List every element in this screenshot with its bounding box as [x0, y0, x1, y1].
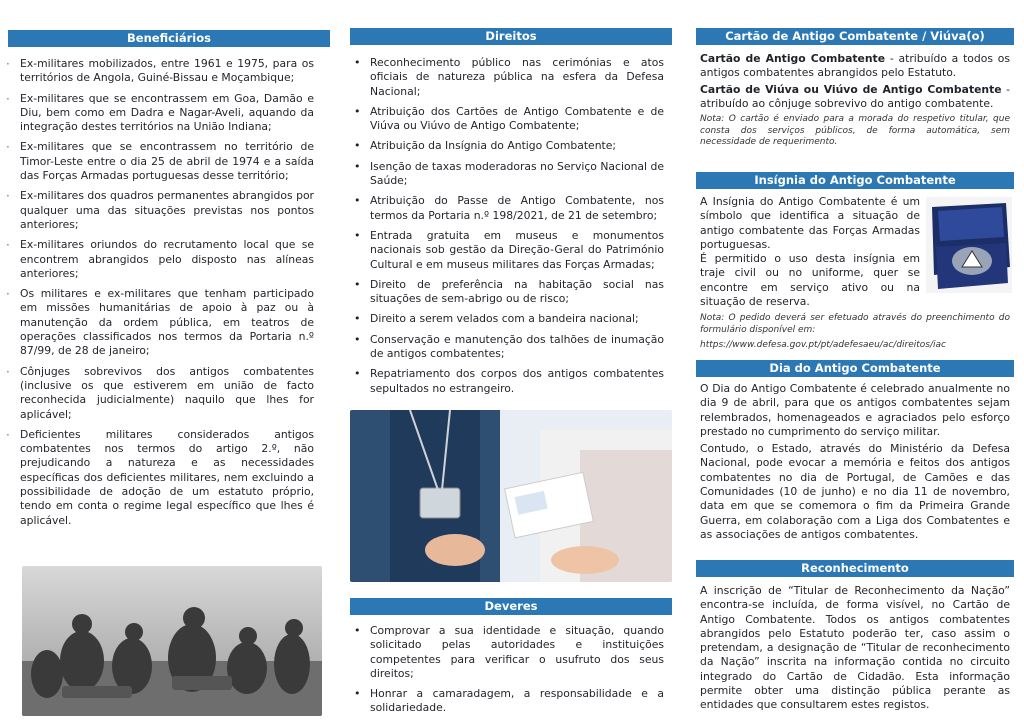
direito-item: • Atribuição da Insígnia do Antigo Combatente; [342, 139, 668, 153]
direito-item: • Direito de preferência na habitação social nas situações de sem-abrigo ou de risco; [342, 278, 668, 307]
beneficiario-item: · Ex-militares oriundos do recrutamento local que se encontrem abrangidos pelo disposto nas alíneas anteriores; [0, 238, 322, 281]
beneficiario-item: · Ex-militares que se encontrassem no território de Timor-Leste entre o dia 25 de abril de 1974 e a saída das Forças Armadas portuguesas desse território; [0, 140, 322, 183]
handshake-card-photo-image [350, 410, 672, 582]
handshake-card-photo [350, 410, 672, 582]
direito-item: • Direito a serem velados com a bandeira nacional; [342, 312, 668, 326]
reconhecimento-paragraph: A inscrição de “Titular de Reconhecimento da Nação” encontra-se incluída, de forma visível, no Cartão de Antigo Combatente. Todos os antigos combatentes abrangidos pelo Estatuto poderão ter, caso assim o pretendam, a designação de “Titular de reconhecimento da Nação” inscrita na informação contida no circuito integrado do Cartão de Cidadão. Esta informação permite obter uma distinção pública perante as entidades que consultarem estes registos. [700, 584, 1010, 712]
cartao-p1-rest: - atribuído a todos os antigos combatentes abrangidos pelo Estatuto. [700, 52, 1010, 80]
beneficiario-item: · Os militares e ex-militares que tenham participado em missões humanitárias de apoio à paz ou à manutenção da ordem pública, em teatros de operações classificados nos termos da Portaria n.º 87/99, de 28 de janeiro; [0, 287, 322, 358]
beneficiarios-header: Beneficiários [8, 30, 330, 47]
cartao-paragraph-2 [690, 83, 1016, 112]
cartao-p2-rest: - atribuído ao cônjuge sobrevivo do antigo combatente. [700, 82, 1010, 110]
beneficiarios-list [0, 57, 322, 534]
insignia-badge-image [926, 197, 1012, 293]
direito-item: • Repatriamento dos corpos dos antigos combatentes sepultados no estrangeiro. [342, 367, 668, 396]
cartao-note: Nota: O cartão é enviado para a morada do respetivo titular, que consta dos serviços públicos, de forma automática, sem necessidade de requerimento. [700, 114, 1010, 148]
soldiers-photo [22, 566, 322, 716]
beneficiario-item: · Ex-militares que se encontrassem em Goa, Damão e Diu, bem como em Dadra e Nagar-Aveli, aquando da integração destes territórios na União Indiana; [0, 92, 322, 135]
direitos-list [342, 56, 668, 402]
cartao-header: Cartão de Antigo Combatente / Viúva(o) [696, 28, 1014, 45]
soldiers-photo-image [22, 566, 322, 716]
cartao-paragraph-1 [690, 52, 1016, 81]
direito-item: • Conservação e manutenção dos talhões de inumação de antigos combatentes; [342, 333, 668, 362]
deveres-list [342, 624, 668, 722]
cartao-section [690, 52, 1016, 149]
insignia-photo [926, 197, 1012, 293]
column-cartao [690, 0, 1024, 724]
deveres-header: Deveres [350, 598, 672, 615]
dia-header: Dia do Antigo Combatente [696, 360, 1014, 377]
cartao-p1-bold: Cartão de Antigo Combatente [700, 52, 886, 65]
dia-paragraph-1: O Dia do Antigo Combatente é celebrado anualmente no dia 9 de abril, para que os antigos combatentes sejam relembrados, homenageados e agraciados pelo esforço prestado no cumprimento do serviço militar. [700, 382, 1010, 438]
direito-item: • Reconhecimento público nas cerimónias e atos oficiais de natureza pública na esfera da Defesa Nacional; [342, 56, 668, 99]
insignia-section [690, 195, 1016, 351]
beneficiario-item: · Ex-militares dos quadros permanentes abrangidos por qualquer uma das situações previstas nos pontos anteriores; [0, 189, 322, 232]
direito-item: • Entrada gratuita em museus e monumentos nacionais sob gestão da Direção-Geral do Património Cultural e em museus militares das Forças Armadas; [342, 229, 668, 272]
beneficiario-item: · Deficientes militares considerados antigos combatentes nos termos do artigo 2.º, não prejudicando a natureza e as necessidades específicas dos deficientes militares, nem excluindo a possibilidade de adoção de um estatuto próprio, tendo em conta o regime legal específico que lhes é aplicável. [0, 428, 322, 528]
reconhecimento-section [690, 584, 1016, 713]
beneficiario-item: · Ex-militares mobilizados, entre 1961 e 1975, para os territórios de Angola, Guiné-Bissau e Moçambique; [0, 57, 322, 86]
direitos-header: Direitos [350, 28, 672, 45]
dever-item: • Honrar a camaradagem, a responsabilidade e a solidariedade. [342, 687, 668, 716]
reconhecimento-header: Reconhecimento [696, 560, 1014, 577]
insignia-paragraph-1: A Insígnia do Antigo Combatente é um símbolo que identifica a situação de antigo combatente das Forças Armadas portuguesas. [700, 195, 920, 251]
column-direitos [342, 0, 672, 724]
dever-item: • Comprovar a sua identidade e situação, quando solicitado pelas autoridades e instituições competentes para verificar o usufruto dos seus direitos; [342, 624, 668, 681]
dia-section [690, 382, 1016, 542]
dia-paragraph-2: Contudo, o Estado, através do Ministério da Defesa Nacional, pode evocar a memória e feitos dos antigos combatentes no dia de Portugal, de Camões e das Comunidades (10 de junho) e no dia 11 de novembro, data em que se comemora o fim da Primeira Grande Guerra, em colaboração com a Liga dos Combatentes e as associações de antigos combatentes. [700, 442, 1010, 541]
insignia-note: Nota: O pedido deverá ser efetuado através do preenchimento do formulário disponível em: [700, 313, 1010, 335]
direito-item: • Atribuição do Passe de Antigo Combatente, nos termos da Portaria n.º 198/2021, de 21 de setembro; [342, 194, 668, 223]
direito-item: • Atribuição dos Cartões de Antigo Combatente e de Viúva ou Viúvo de Antigo Combatente; [342, 105, 668, 134]
insignia-paragraph-2: É permitido o uso desta insígnia em traje civil ou no uniforme, quer se encontre em serviço ativo ou na situação de reserva. [700, 252, 920, 309]
cartao-p2-bold: Cartão de Viúva ou Viúvo de Antigo Combatente [700, 82, 1002, 96]
beneficiario-item: · Cônjuges sobrevivos dos antigos combatentes (inclusive os que estiverem em união de facto reconhecida judicialmente) naquilo que lhes for aplicável; [0, 365, 322, 422]
insignia-url: https://www.defesa.gov.pt/pt/adefesaeu/ac/direitos/iac [700, 339, 946, 350]
direito-item: • Isenção de taxas moderadoras no Serviço Nacional de Saúde; [342, 160, 668, 189]
column-beneficiarios [0, 0, 330, 724]
insignia-header: Insígnia do Antigo Combatente [696, 172, 1014, 189]
